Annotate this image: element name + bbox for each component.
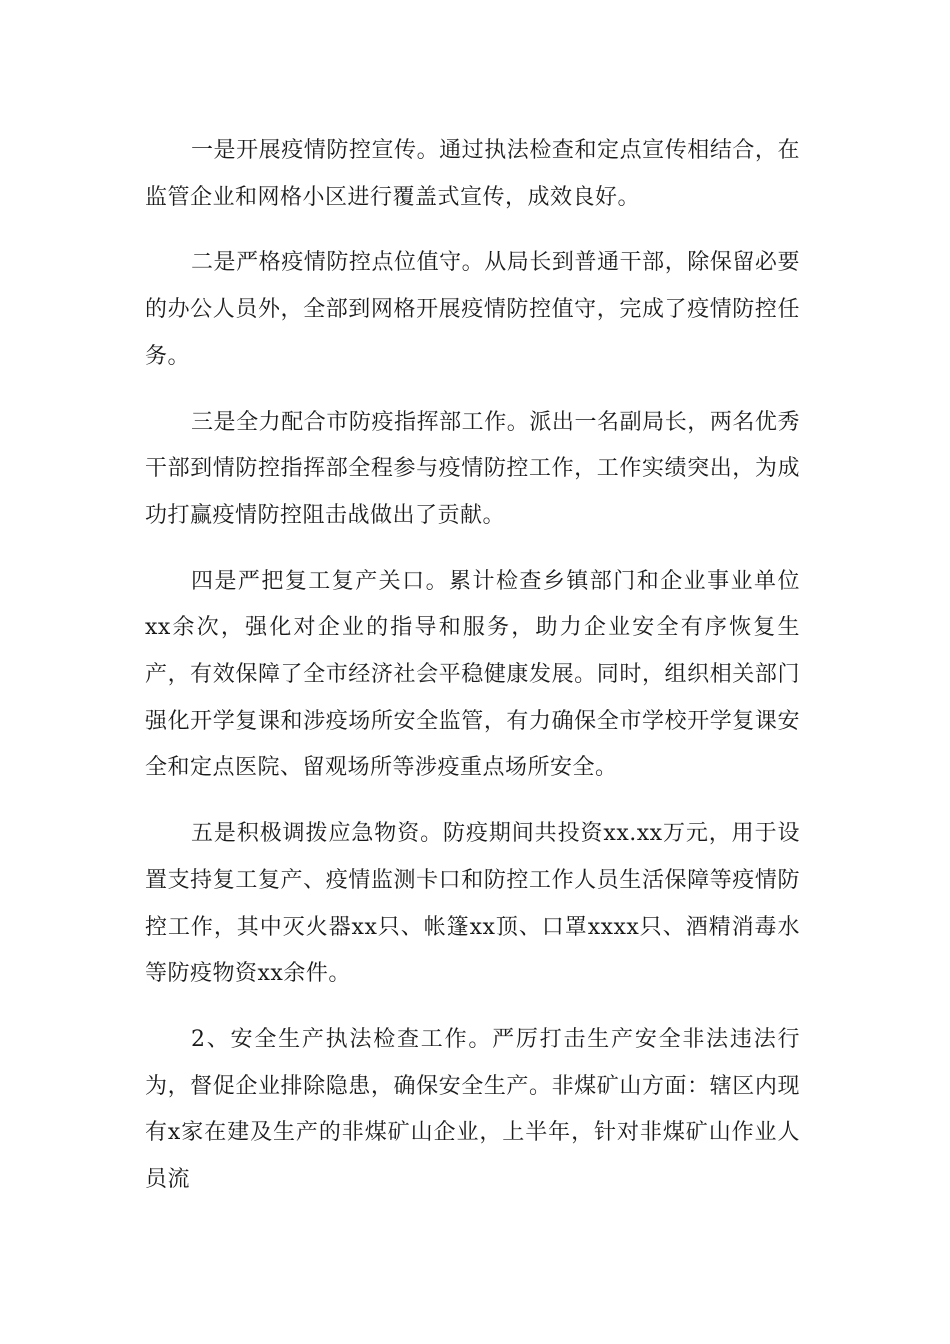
paragraph-duty: 二是严格疫情防控点位值守。从局长到普通干部，除保留必要的办公人员外，全部到网格开展疫情防控值守，完成了疫情防控任务。 (145, 250, 800, 369)
paragraph-supplies: 五是积极调拨应急物资。防疫期间共投资xx.xx万元，用于设置支持复工复产、疫情监测卡口和防控工作人员生活保障等疫情防控工作，其中灭火器xx只、帐篷xx顶、口罩xxxx只、酒精消毒水等防疫物资xx余件。 (145, 821, 800, 987)
paragraph-inspection: 2、安全生产执法检查工作。严厉打击生产安全非法违法行为，督促企业排除隐患，确保安全生产。非煤矿山方面：辖区内现有x家在建及生产的非煤矿山企业，上半年，针对非煤矿山作业人员流 (145, 1026, 800, 1193)
document-body (145, 128, 800, 1223)
paragraph-resumption: 四是严把复工复产关口。累计检查乡镇部门和企业事业单位xx余次，强化对企业的指导和服务，助力企业安全有序恢复生产，有效保障了全市经济社会平稳健康发展。同时，组织相关部门强化开学复课和涉疫场所安全监管，有力确保全市学校开学复课安全和定点医院、留观场所等涉疫重点场所安全。 (145, 568, 800, 781)
paragraph-command: 三是全力配合市防疫指挥部工作。派出一名副局长，两名优秀干部到情防控指挥部全程参与疫情防控工作，工作实绩突出，为成功打赢疫情防控阻击战做出了贡献。 (145, 409, 800, 528)
paragraph-publicity: 一是开展疫情防控宣传。通过执法检查和定点宣传相结合，在监管企业和网格小区进行覆盖式宣传，成效良好。 (145, 138, 800, 210)
